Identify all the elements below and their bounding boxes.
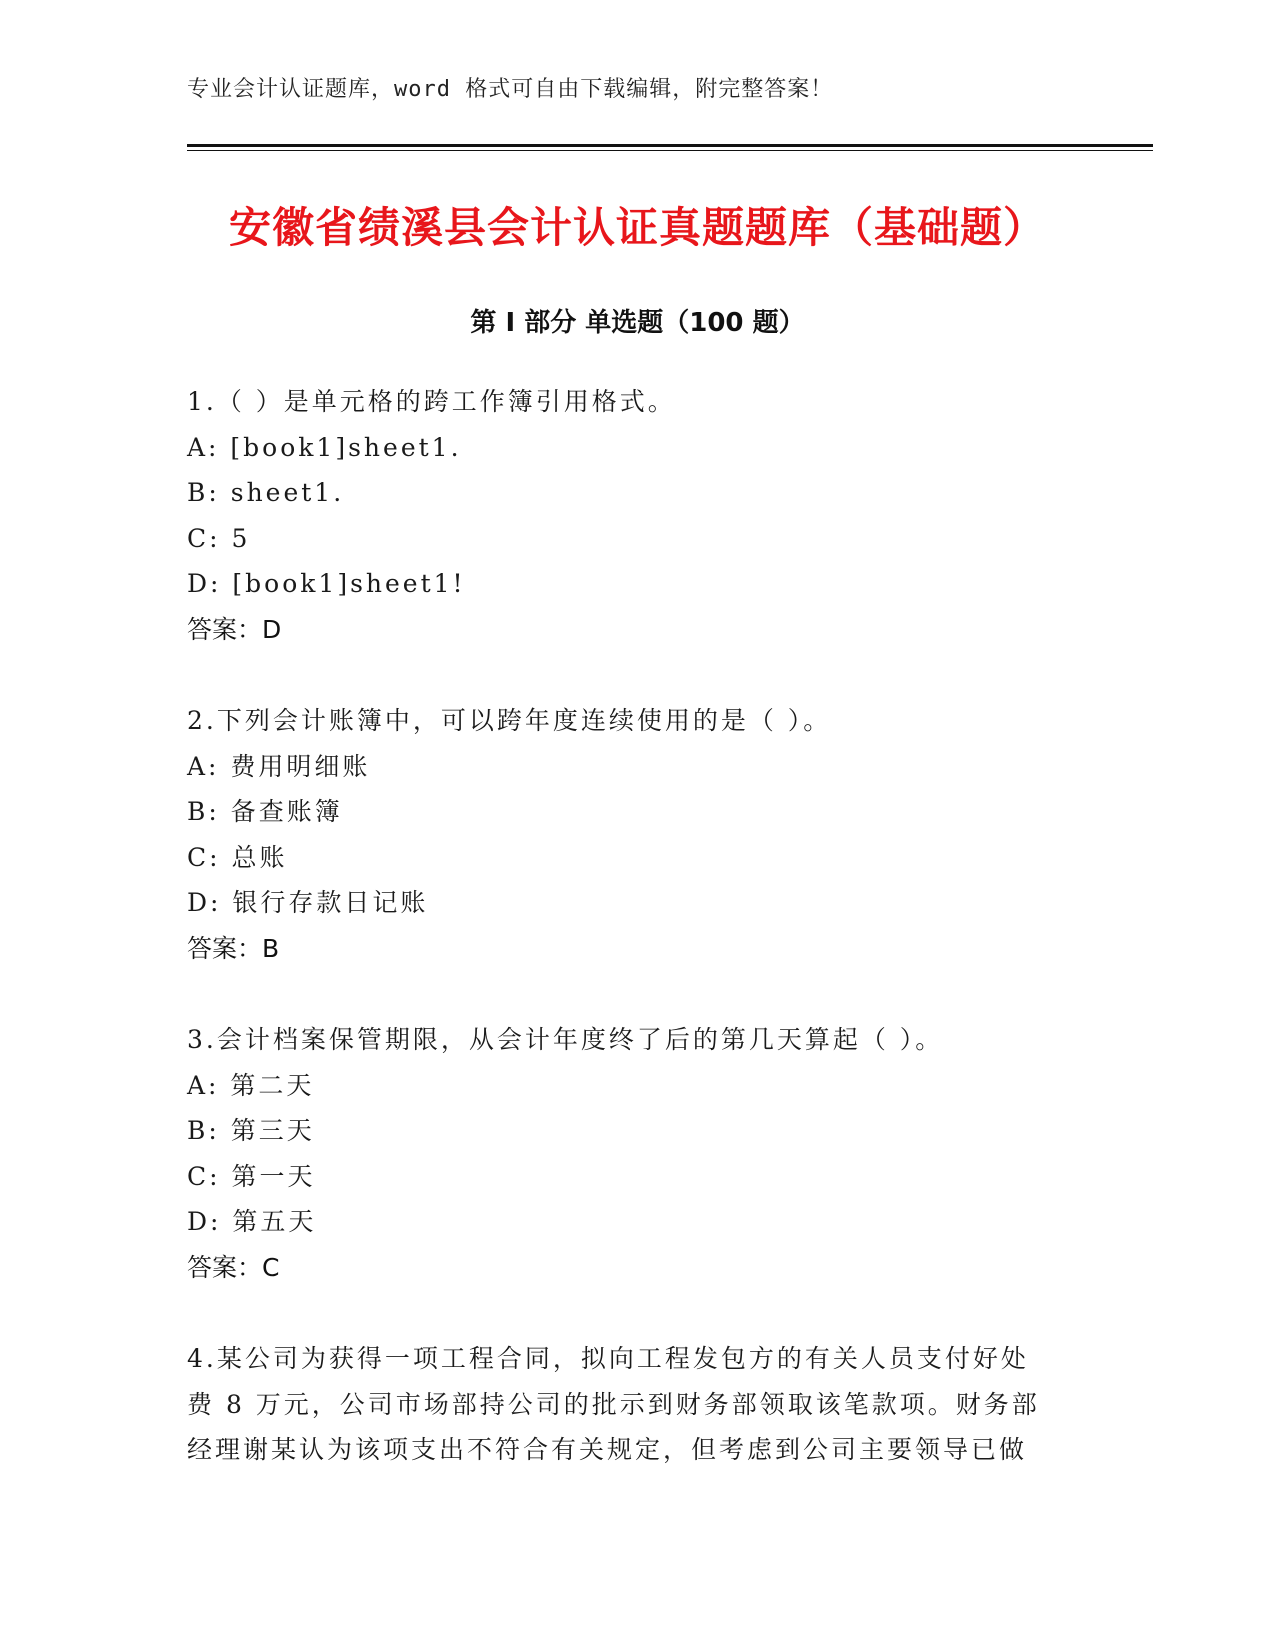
option-c: C: 总账 xyxy=(187,842,288,872)
answer: 答案：B xyxy=(187,933,280,963)
option-a: A: 费用明细账 xyxy=(187,751,371,781)
header-note: 专业会计认证题库，word 格式可自由下载编辑，附完整答案！ xyxy=(187,77,834,102)
header-rule-thin xyxy=(187,150,1153,151)
question-stem: 3.会计档案保管期限，从会计年度终了后的第几天算起（ ）。 xyxy=(187,1025,944,1054)
section-title: 第 I 部分 单选题（100 题） xyxy=(470,308,805,338)
option-d: D: 银行存款日记账 xyxy=(187,888,429,917)
option-c: C: 第一天 xyxy=(187,1161,316,1191)
option-a: A: [book1]sheet1. xyxy=(187,432,462,462)
question-2 xyxy=(187,698,1087,971)
question-1 xyxy=(187,379,1087,652)
question-stem: 2.下列会计账簿中，可以跨年度连续使用的是（ ）。 xyxy=(187,706,832,735)
header-rule-thick xyxy=(187,144,1153,147)
question-4-line-3: 经理谢某认为该项支出不符合有关规定，但考虑到公司主要领导已做 xyxy=(187,1435,1028,1464)
option-c: C: 5 xyxy=(187,523,251,553)
question-4-line-2: 费 8 万元，公司市场部持公司的批示到财务部领取该笔款项。财务部 xyxy=(187,1389,1040,1419)
option-b: B: 备查账簿 xyxy=(187,797,343,826)
answer: 答案：D xyxy=(187,614,282,644)
question-3 xyxy=(187,1017,1087,1290)
option-d: D: 第五天 xyxy=(187,1207,317,1236)
question-stem: 1.（ ）是单元格的跨工作簿引用格式。 xyxy=(187,387,676,416)
option-b: B: 第三天 xyxy=(187,1116,315,1145)
document-title: 安徽省绩溪县会计认证真题题库（基础题） xyxy=(228,203,1046,252)
option-a: A: 第二天 xyxy=(187,1070,315,1100)
answer: 答案：C xyxy=(187,1252,280,1282)
question-4-line-1: 4.某公司为获得一项工程合同，拟向工程发包方的有关人员支付好处 xyxy=(187,1344,1029,1373)
option-b: B: sheet1. xyxy=(187,478,345,507)
option-d: D: [book1]sheet1! xyxy=(187,569,466,598)
question-4 xyxy=(187,1336,1087,1473)
